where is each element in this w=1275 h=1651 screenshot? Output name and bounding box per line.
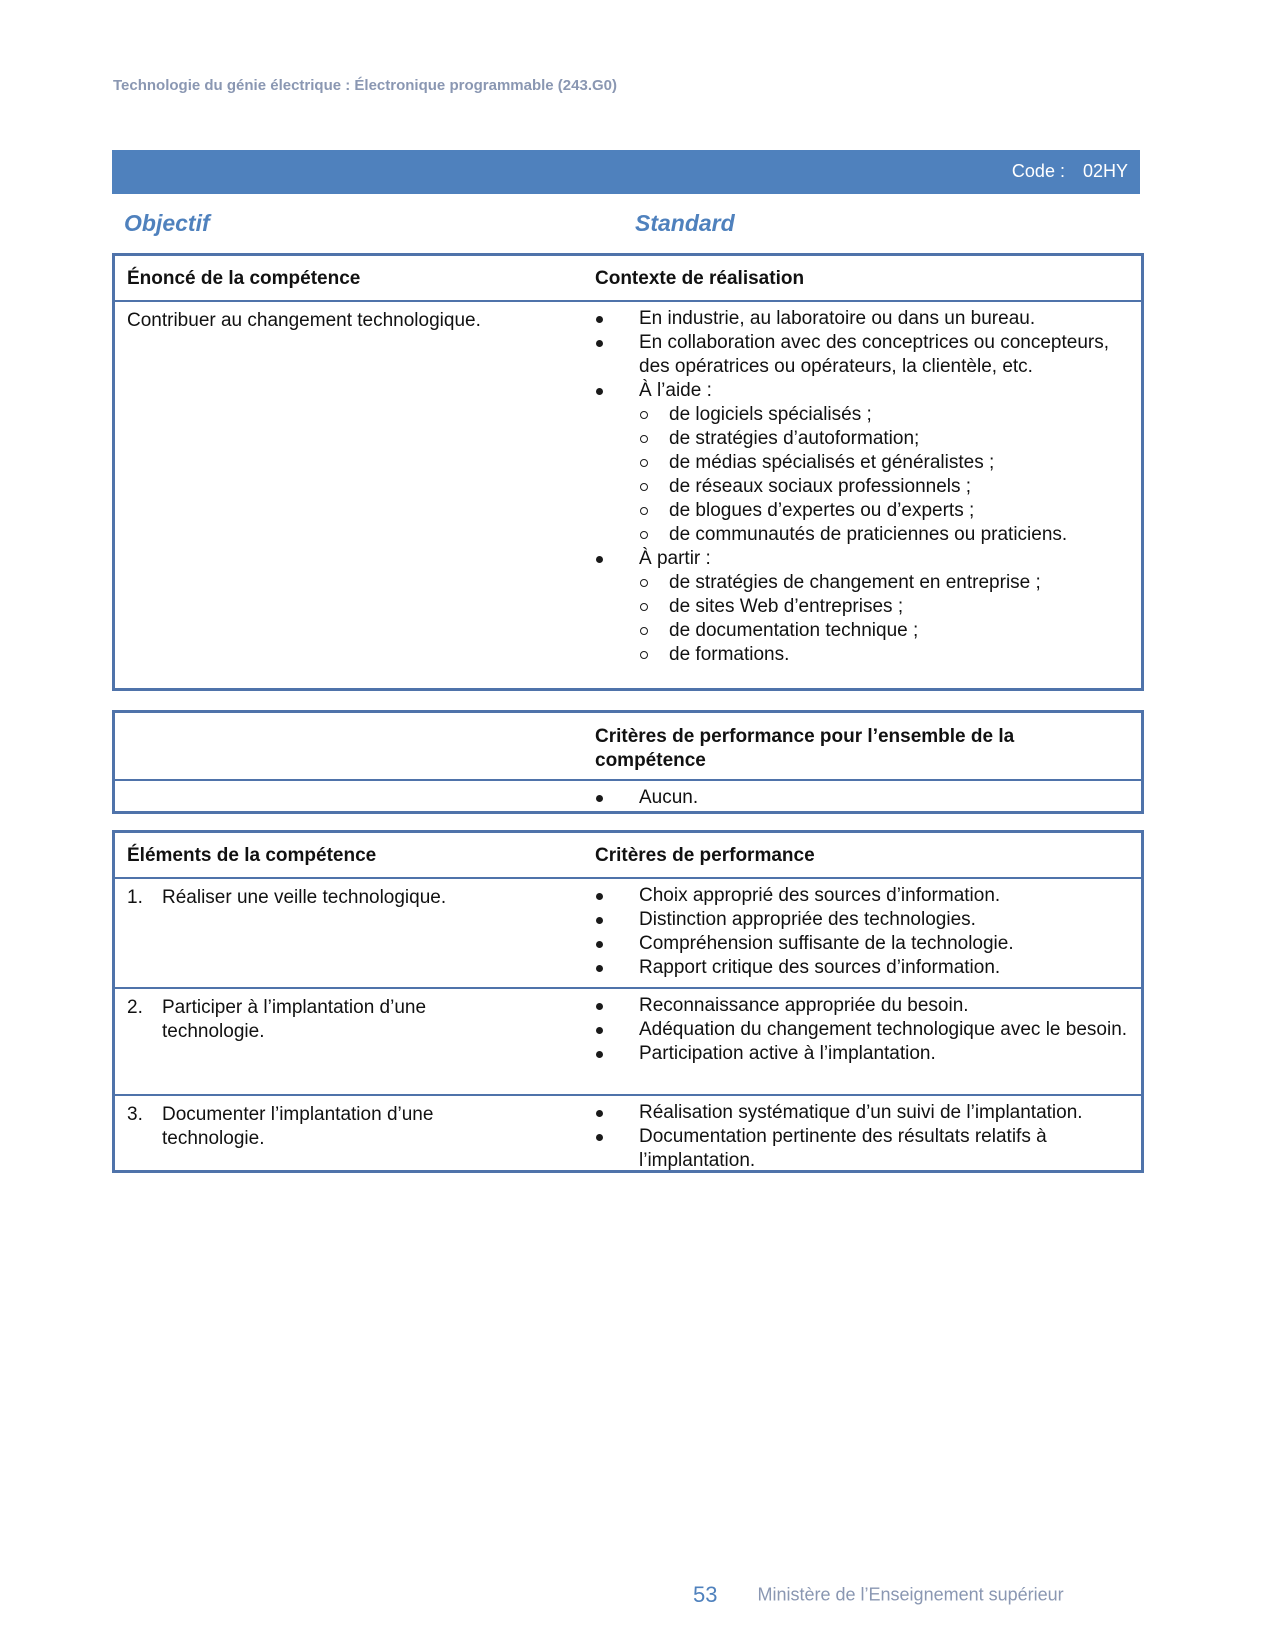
bullet-icon <box>596 795 603 802</box>
sub-list-item: de stratégies de changement en entreprise ; <box>639 571 1133 595</box>
elements-table <box>112 830 1144 1173</box>
criteria-header: Critères de performance <box>595 845 815 866</box>
bullet-icon <box>596 1003 603 1010</box>
overall-criteria-header-row <box>115 713 1141 781</box>
bullet-icon <box>596 893 603 900</box>
element-item: 1. Réaliser une veille technologique. <box>127 887 447 908</box>
sub-list-item: de stratégies d’autoformation; <box>639 427 1133 451</box>
competence-body-row <box>115 302 1141 690</box>
competence-statement: Contribuer au changement technologique. <box>127 310 481 331</box>
bullet-icon <box>596 340 603 347</box>
sub-list-item: de blogues d’expertes ou d’experts ; <box>639 499 1133 523</box>
page-footer <box>693 1582 1064 1608</box>
circle-bullet-icon <box>640 435 648 443</box>
list-item: À partir : de stratégies de changement en entreprise ; de sites Web d’entreprises ; de documentation technique ; de formations. <box>595 547 1133 667</box>
sub-list-item: de réseaux sociaux professionnels ; <box>639 475 1133 499</box>
element-cell <box>127 996 467 1044</box>
competency-code <box>1012 161 1128 182</box>
bullet-icon <box>596 1134 603 1141</box>
element-number: 3. <box>127 1104 143 1125</box>
list-item: Réalisation systématique d’un suivi de l’implantation. <box>595 1101 1133 1125</box>
sub-list <box>639 571 1133 667</box>
bullet-icon <box>596 941 603 948</box>
table-row <box>115 989 1141 1096</box>
elements-header-row <box>115 833 1141 879</box>
context-header: Contexte de réalisation <box>595 268 805 289</box>
bullet-icon <box>596 917 603 924</box>
circle-bullet-icon <box>640 459 648 467</box>
context-list <box>595 307 1133 667</box>
list-item: Reconnaissance appropriée du besoin. <box>595 994 1133 1018</box>
bullet-icon <box>596 1027 603 1034</box>
context-list-cell <box>595 307 1133 667</box>
list-item: En collaboration avec des conceptrices ou concepteurs, des opératrices ou opérateurs, la clientèle, etc. <box>595 331 1133 379</box>
circle-bullet-icon <box>640 627 648 635</box>
overall-criteria-list <box>595 786 1133 810</box>
list-item: En industrie, au laboratoire ou dans un bureau. <box>595 307 1133 331</box>
list-item: Documentation pertinente des résultats relatifs à l’implantation. <box>595 1125 1133 1173</box>
sub-list-item: de médias spécialisés et généralistes ; <box>639 451 1133 475</box>
list-item: À l’aide : de logiciels spécialisés ; de stratégies d’autoformation; de médias spécialisés et généralistes ; de réseaux sociaux professionnels ; de blogues d’expertes ou d’experts ; de communautés de praticiennes ou praticiens. <box>595 379 1133 547</box>
overall-criteria-table <box>112 710 1144 814</box>
list-item: Aucun. <box>595 786 1133 810</box>
overall-criteria-body-row <box>115 781 1141 813</box>
list-item: Distinction appropriée des technologies. <box>595 908 1133 932</box>
competence-header-row <box>115 256 1141 302</box>
sub-list-item: de sites Web d’entreprises ; <box>639 595 1133 619</box>
statement-header: Énoncé de la compétence <box>127 268 361 289</box>
overall-criteria-header: Critères de performance pour l’ensemble de la compétence <box>595 726 1015 771</box>
criteria-cell <box>595 884 1133 980</box>
circle-bullet-icon <box>640 507 648 515</box>
element-item: 2. Participer à l’implantation d’une technologie. <box>127 997 427 1042</box>
circle-bullet-icon <box>640 483 648 491</box>
table-row <box>115 1096 1141 1174</box>
section-headings <box>124 210 1134 240</box>
criteria-list <box>595 994 1133 1066</box>
list-item: Rapport critique des sources d’information. <box>595 956 1133 980</box>
bullet-icon <box>596 1110 603 1117</box>
element-cell <box>127 886 467 910</box>
element-cell <box>127 1103 467 1151</box>
page-number: 53 <box>693 1582 718 1607</box>
list-item: Adéquation du changement technologique avec le besoin. <box>595 1018 1133 1042</box>
objective-heading: Objectif <box>124 210 210 236</box>
criteria-cell <box>595 1101 1133 1173</box>
sub-list-item: de communautés de praticiennes ou praticiens. <box>639 523 1133 547</box>
sub-list <box>639 403 1133 547</box>
list-item: Choix approprié des sources d’information. <box>595 884 1133 908</box>
table-row <box>115 879 1141 989</box>
circle-bullet-icon <box>640 579 648 587</box>
code-value: 02HY <box>1082 161 1128 181</box>
sub-list-item: de formations. <box>639 643 1133 667</box>
list-item: Participation active à l’implantation. <box>595 1042 1133 1066</box>
bullet-icon <box>596 316 603 323</box>
criteria-list <box>595 1101 1133 1173</box>
criteria-list <box>595 884 1133 980</box>
program-title: Technologie du génie électrique : Électronique programmable (243.G0) <box>113 77 617 94</box>
overall-criteria-cell <box>595 786 1133 810</box>
element-item: 3. Documenter l’implantation d’une technologie. <box>127 1104 434 1149</box>
bullet-icon <box>596 388 603 395</box>
ministry-name: Ministère de l’Enseignement supérieur <box>757 1584 1064 1605</box>
element-number: 2. <box>127 997 143 1018</box>
circle-bullet-icon <box>640 651 648 659</box>
element-number: 1. <box>127 887 143 908</box>
circle-bullet-icon <box>640 531 648 539</box>
bullet-icon <box>596 965 603 972</box>
sub-list-item: de documentation technique ; <box>639 619 1133 643</box>
code-banner <box>112 150 1140 194</box>
bullet-icon <box>596 556 603 563</box>
code-label: Code : <box>1011 161 1065 181</box>
criteria-cell <box>595 994 1133 1066</box>
standard-heading: Standard <box>635 210 735 236</box>
bullet-icon <box>596 1051 603 1058</box>
list-item: Compréhension suffisante de la technologie. <box>595 932 1133 956</box>
elements-header: Éléments de la compétence <box>127 845 377 866</box>
circle-bullet-icon <box>640 603 648 611</box>
sub-list-item: de logiciels spécialisés ; <box>639 403 1133 427</box>
circle-bullet-icon <box>640 411 648 419</box>
competence-table <box>112 253 1144 691</box>
